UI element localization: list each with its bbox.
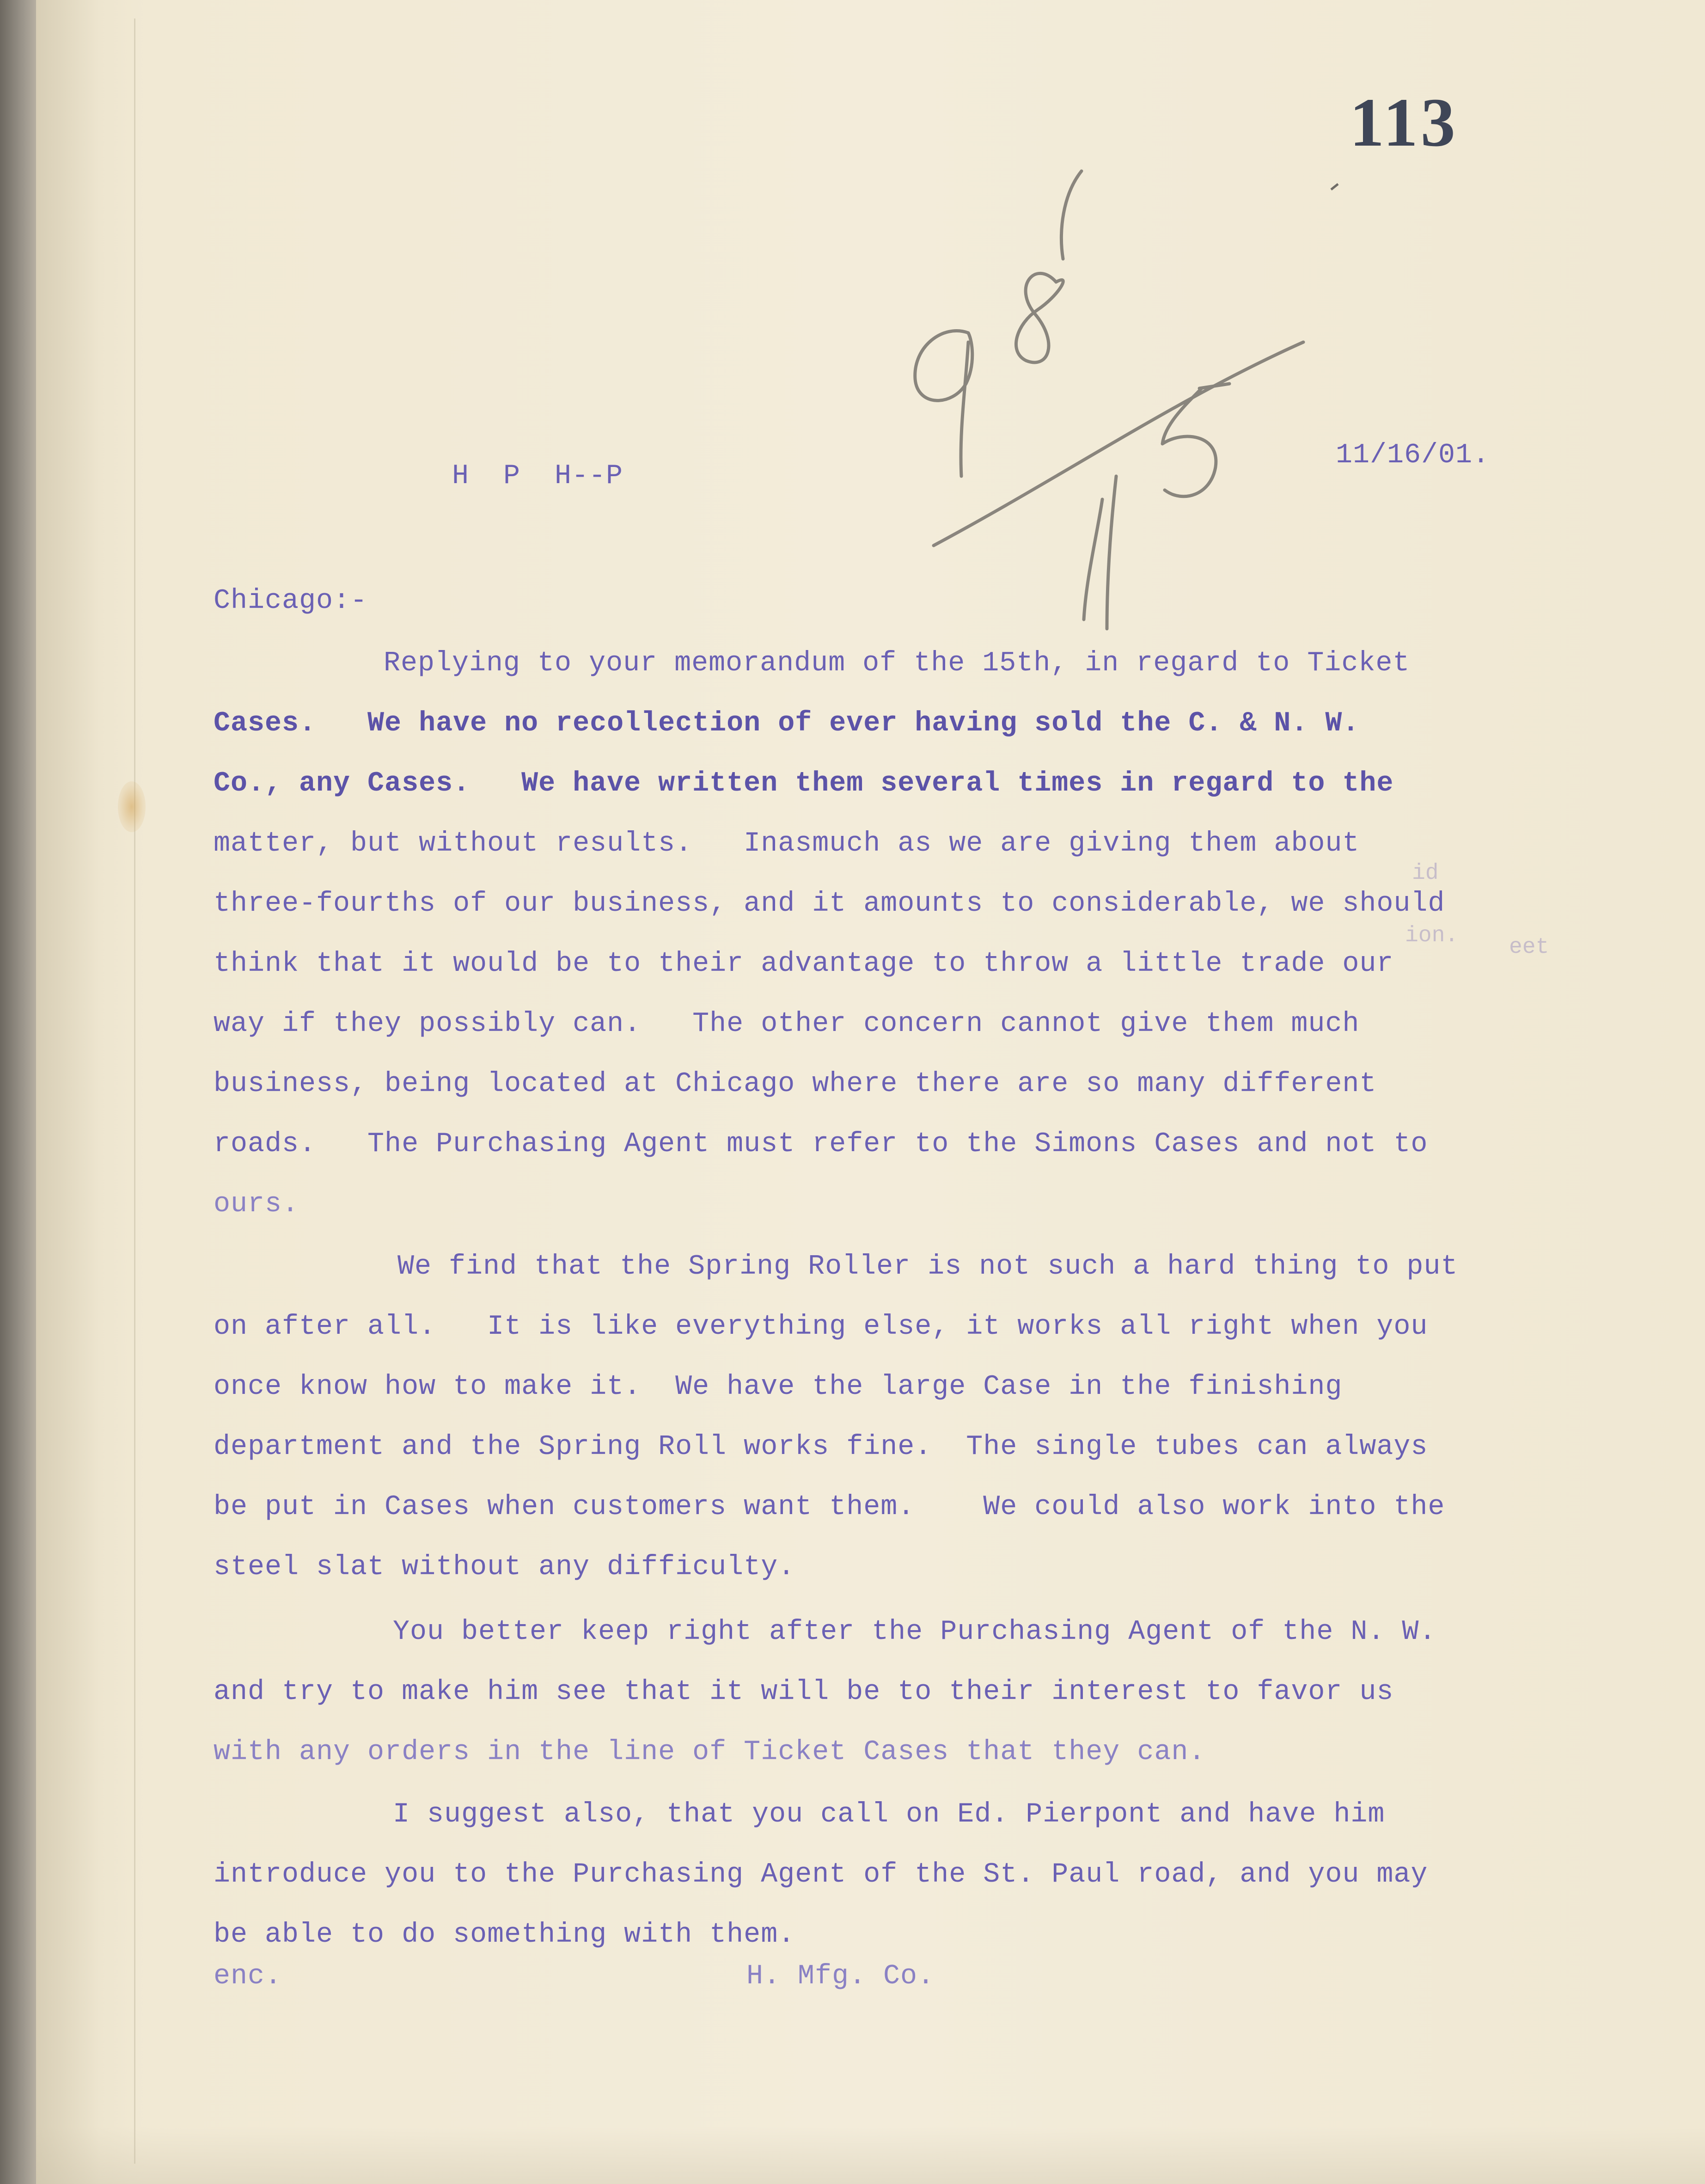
para2-line2: on after all. It is like everything else, it works all right when you: [214, 1311, 1428, 1343]
header-initials: H P H--P: [452, 460, 623, 492]
para2-line5: be put in Cases when customers want them. We could also work into the: [214, 1491, 1445, 1523]
para1-line2: Cases. We have no recollection of ever having sold the C. & N. W.: [214, 708, 1360, 739]
para2-line1: We find that the Spring Roller is not such a hard thing to put: [397, 1251, 1458, 1282]
para1-line5: three-fourths of our business, and it amounts to considerable, we should: [214, 888, 1445, 920]
bleed-through-2: ion.: [1405, 923, 1459, 948]
para1-line1: Replying to your memorandum of the 15th, in regard to Ticket: [384, 648, 1410, 679]
para4-line3: be able to do something with them.: [214, 1919, 795, 1951]
para3-line1: You better keep right after the Purchasing Agent of the N. W.: [393, 1616, 1436, 1648]
salutation: Chicago:-: [214, 585, 368, 617]
para2-line3: once know how to make it. We have the large Case in the finishing: [214, 1371, 1343, 1403]
para3-line3: with any orders in the line of Ticket Cases that they can.: [214, 1736, 1206, 1768]
para4-line1: I suggest also, that you call on Ed. Pierpont and have him: [393, 1799, 1385, 1830]
para1-line10: ours.: [214, 1189, 299, 1220]
para2-line6: steel slat without any difficulty.: [214, 1552, 795, 1583]
para1-line8: business, being located at Chicago where there are so many different: [214, 1068, 1377, 1100]
para1-line3: Co., any Cases. We have written them several times in regard to the: [214, 768, 1394, 799]
para1-line6: think that it would be to their advantage to throw a little trade our: [214, 948, 1394, 980]
signature: H. Mfg. Co.: [746, 1961, 935, 1992]
para1-line7: way if they possibly can. The other concern cannot give them much: [214, 1008, 1360, 1040]
para2-line4: department and the Spring Roll works fine. The single tubes can always: [214, 1431, 1428, 1463]
para3-line2: and try to make him see that it will be to their interest to favor us: [214, 1676, 1394, 1708]
bleed-through-1: id: [1412, 861, 1439, 886]
letter-date: 11/16/01.: [1336, 440, 1490, 471]
enclosure-note: enc.: [214, 1961, 282, 1992]
para1-line4: matter, but without results. Inasmuch as we are giving them about: [214, 828, 1360, 859]
para1-line9: roads. The Purchasing Agent must refer to the Simons Cases and not to: [214, 1129, 1428, 1160]
page-number: 113: [1350, 84, 1458, 161]
bleed-through-3: eet: [1509, 935, 1549, 960]
para4-line2: introduce you to the Purchasing Agent of the St. Paul road, and you may: [214, 1859, 1428, 1890]
